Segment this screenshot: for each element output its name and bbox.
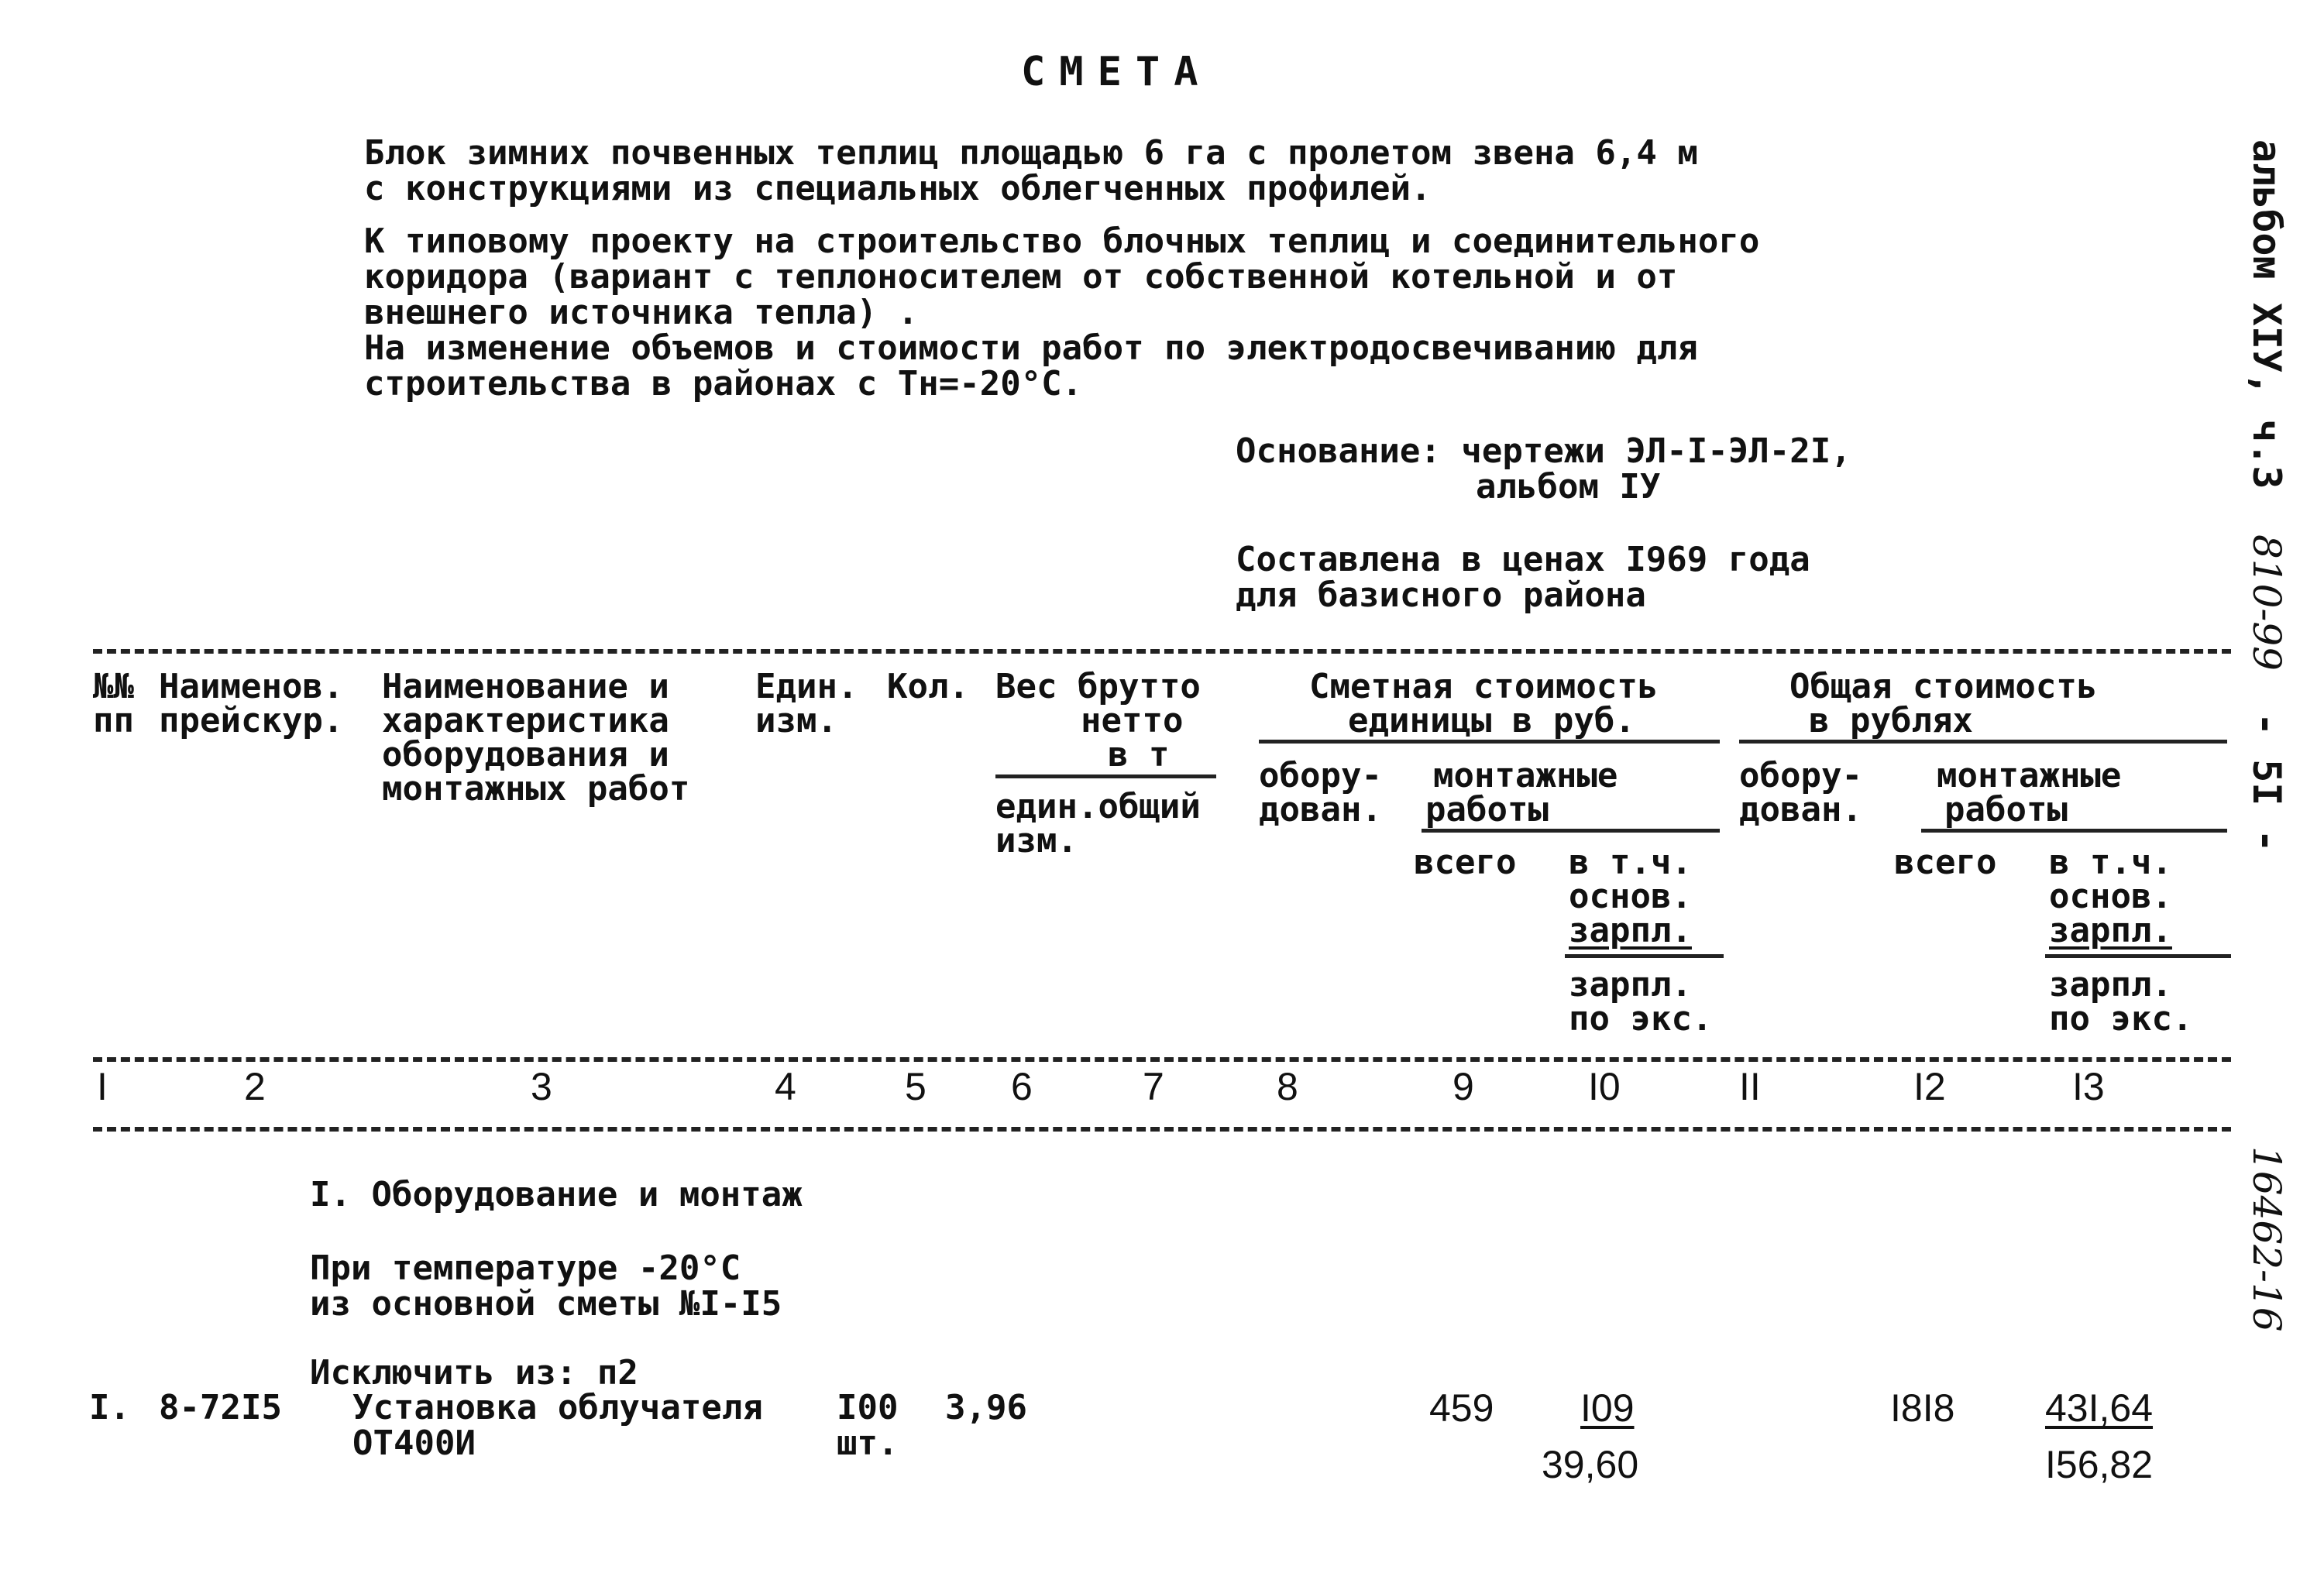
header-equip-2: обору- дован. (1739, 756, 1862, 829)
colnum-8: 8 (1277, 1065, 1298, 1108)
row-unit-1: I00 (837, 1388, 899, 1427)
colnum-7: 7 (1143, 1065, 1164, 1108)
row-mount-total: 459 (1429, 1386, 1494, 1430)
colnum-2: 2 (244, 1065, 266, 1108)
row-total-mount: I8I8 (1890, 1386, 1955, 1430)
header-weight-sub: един.общий изм. (995, 787, 1201, 860)
header-total-1: всего (1414, 843, 1517, 882)
unit-cost-rule (1259, 740, 1720, 744)
row-num: I. (89, 1388, 130, 1427)
header-weight-top: Вес брутто (995, 667, 1201, 706)
row-exc-wage: 39,60 (1542, 1443, 1639, 1486)
header-pricelist: Наименов. прейскур. (159, 667, 344, 740)
intro-line-5: внешнего источника тепла) . (364, 293, 919, 332)
row-base-wage: I09 (1580, 1386, 1635, 1430)
margin-code: 810-99 (2244, 534, 2289, 671)
intro-line-2: с конструкциями из специальных облегченных профилей. (364, 169, 1432, 208)
intro-line-3: К типовому проекту на строительство блочных теплиц и соединительного (364, 222, 1760, 261)
colnum-13: I3 (2072, 1065, 2105, 1108)
header-weight-unit: в т (1108, 735, 1170, 774)
header-total-cost-sub: в рублях (1809, 701, 1973, 740)
intro-line-6: На изменение объемов и стоимости работ по электродосвечиванию для (364, 328, 1698, 368)
colnum-12: I2 (1913, 1065, 1946, 1108)
colnum-4: 4 (775, 1065, 796, 1108)
header-mount-2: монтажные (1937, 756, 2122, 795)
header-exc-1: зарпл. по экс. (1569, 965, 1713, 1039)
total-cost-rule (1739, 740, 2227, 744)
row-name-1: Установка облучателя (352, 1388, 763, 1427)
colnum-5: 5 (905, 1065, 927, 1108)
basis-line-3: Составлена в ценах I969 года (1236, 540, 1810, 579)
incl-rule-2 (2045, 954, 2231, 958)
header-mount-1: монтажные (1433, 756, 1618, 795)
row-total-base-wage: 43I,64 (2045, 1386, 2154, 1430)
header-name: Наименование и характеристика оборудования и монтажных работ (382, 667, 690, 809)
mount-rule-1 (1422, 829, 1720, 833)
margin-album: альбом XIУ, ч.3 (2244, 139, 2289, 489)
basis-line-4: для базисного района (1236, 575, 1646, 615)
colnum-3: 3 (531, 1065, 552, 1108)
header-unit: Един. изм. (755, 667, 858, 740)
row-name-2: ОТ400И (352, 1424, 476, 1463)
margin-page: - 5I - (2244, 713, 2289, 853)
weight-rule (995, 774, 1216, 778)
header-incl-u-1: зарпл. (1569, 911, 1692, 950)
section-note-1: При температуре -20°С (310, 1248, 741, 1288)
intro-line-7: строительства в районах с Тн=-20°С. (364, 364, 1083, 404)
incl-rule-1 (1565, 954, 1724, 958)
header-num: №№ пп (93, 667, 134, 740)
colnum-1: I (97, 1065, 108, 1108)
colnum-top-rule (93, 1057, 2231, 1062)
header-mount-sub-2: работы (1944, 790, 2068, 829)
section-note-2: из основной сметы №I-I5 (310, 1284, 782, 1324)
header-incl-2: в т.ч. основ. (2049, 843, 2172, 916)
row-total-exc-wage: I56,82 (2045, 1443, 2154, 1486)
section-title: I. Оборудование и монтаж (310, 1175, 803, 1214)
document-title: СМЕТА (1021, 49, 1212, 95)
row-qty: 3,96 (945, 1388, 1027, 1427)
intro-line-1: Блок зимних почвенных теплиц площадью 6 га с пролетом звена 6,4 м (364, 133, 1698, 173)
header-total-cost: Общая стоимость (1789, 667, 2098, 706)
header-total-2: всего (1894, 843, 1997, 882)
margin-stamp: 16462-16 (2244, 1146, 2289, 1332)
mount-rule-2 (1921, 829, 2227, 833)
header-incl-1: в т.ч. основ. (1569, 843, 1692, 916)
colnum-11: II (1739, 1065, 1761, 1108)
colnum-10: I0 (1588, 1065, 1621, 1108)
header-unit-cost-sub: единицы в руб. (1348, 701, 1635, 740)
table-top-rule (93, 649, 2231, 654)
row-code: 8-72I5 (159, 1388, 282, 1427)
header-unit-cost: Сметная стоимость (1309, 667, 1659, 706)
row-unit-2: шт. (837, 1424, 899, 1463)
header-qty: Кол. (887, 667, 969, 706)
header-weight-mid: нетто (1081, 701, 1184, 740)
exclude-note: Исключить из: п2 (310, 1353, 638, 1393)
basis-line-2: альбом IУ (1476, 467, 1661, 507)
colnum-9: 9 (1452, 1065, 1474, 1108)
colnum-6: 6 (1011, 1065, 1033, 1108)
header-incl-u-2: зарпл. (2049, 911, 2172, 950)
header-mount-sub-1: работы (1425, 790, 1549, 829)
colnum-bottom-rule (93, 1127, 2231, 1132)
intro-line-4: коридора (вариант с теплоносителем от собственной котельной и от (364, 257, 1678, 297)
basis-line-1: Основание: чертежи ЭЛ-I-ЭЛ-2I, (1236, 431, 1851, 471)
header-exc-2: зарпл. по экс. (2049, 965, 2193, 1039)
header-equip-1: обору- дован. (1259, 756, 1382, 829)
